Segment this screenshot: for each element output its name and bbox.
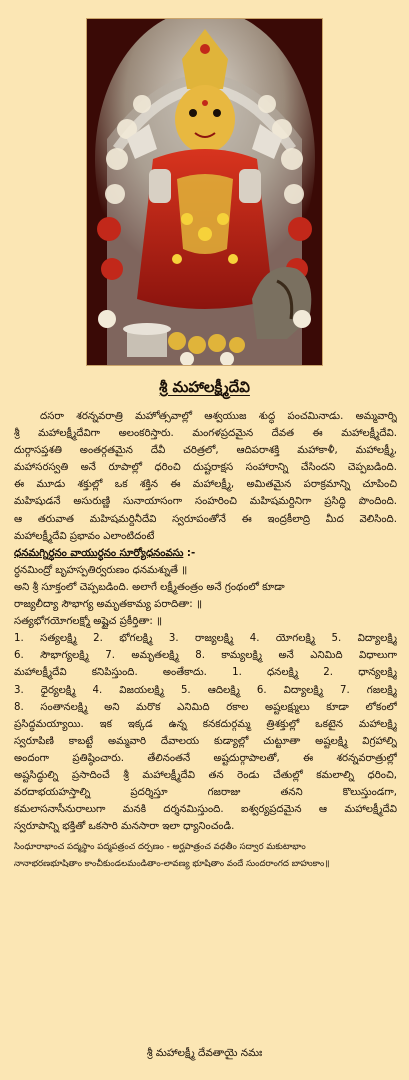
- paragraph-line: ఆ తరువాత మహిషమర్దినీదేవి స్వరూపంతోనే ఈ ఇంద్రకీలాద్రి మీద వెలిసింది.: [14, 513, 397, 525]
- list-line: కమలాసనాసీనురాలుగా మనకి దర్శనమిస్తుంది. ఐశ్వర్యప్రదమైన ఆ మహాలక్ష్మీదేవి: [14, 804, 397, 816]
- paragraph-line: శ్రీ మహాలక్ష్మీదేవిగా అలంకరిస్తారు. మంగళప్రదమైన దేవత ఈ మహాలక్ష్మీదేవి.: [14, 428, 397, 440]
- list-line: అందంగా ప్రతిష్ఠించారు. తేలినంతనే అష్టదుర్గాపాలతో, ఈ శరన్నవరాత్రుల్లో: [14, 752, 397, 764]
- list-line: 6. సౌభాగ్యలక్ష్మి 7. అమృతలక్ష్మి 8. కామ్యలక్ష్మి అనే ఎనిమిది విధాలుగా: [14, 650, 397, 662]
- verse-line: రాజ్యలీద్యా సౌభాగ్య అమృతకామ్య పరాదితా: ॥: [14, 599, 203, 611]
- sloka-line: నానాభరణభూషితాం కాంచీకుండలమండితాం-లావణ్య భూషితాం వందే సుందరాంగద బాహుకాం॥: [14, 859, 330, 870]
- verse-line: సత్యభోగయోగలక్ష్మో అష్టైచ ప్రకీర్తితా: ॥: [14, 616, 163, 628]
- verse-line: ర్ధనమింద్రో బృహస్పతిర్వరుణం ధనమశ్నుతే ॥: [14, 564, 188, 576]
- article-body: [14, 408, 397, 874]
- sloka-line: సింధూరాభాంచ పద్మస్థాం పద్మపత్రంచ దర్పణం - అర్ఘపాత్రంచ వధతీం సద్వార మకుటాభాం: [14, 842, 306, 853]
- list-line: 8. సంతానలక్ష్మి అని మరొక ఎనిమిది రకాల అష్టలక్ష్ములు కూడా లోకంలో: [14, 701, 397, 713]
- list-line: స్వరూపాన్ని భక్తితో ఒకసారి మనసారా ఇలా ధ్యానించండి.: [14, 821, 235, 833]
- list-line: మహాలక్ష్మీదేవి కనిపిస్తుంది. అంతేకాదు. 1. ధనలక్ష్మి 2. ధాన్యలక్ష్మి: [14, 667, 397, 679]
- paragraph-line: మహాలక్ష్మీదేవి ప్రభావం ఎలాంటిదంటే: [14, 530, 155, 542]
- goddess-mahalakshmi-icon: [87, 19, 322, 365]
- page-title: శ్రీ మహాలక్ష్మీదేవి: [159, 378, 250, 396]
- verse-heading: [14, 545, 397, 562]
- paragraph-line: దుర్గాసప్తశతి అంతర్గతమైన దేవీ చరిత్రలో, ఆదిపరాశక్తి మహాకాళీ, మహాలక్ష్మీ,: [14, 445, 397, 457]
- paragraph-line: దసరా శరన్నవరాత్రి మహోత్సవాల్లో ఆశ్వయుజ శుద్ధ పంచమినాడు. అమ్మవార్ని: [40, 411, 397, 422]
- list-line: 3. ధైర్యలక్ష్మి 4. విజయలక్ష్మి 5. ఆదిలక్ష్మి 6. విద్యాలక్ష్మి 7. గజలక్ష్మి: [14, 684, 397, 696]
- list-line: 1. సత్యలక్ష్మి 2. భోగలక్ష్మి 3. రాజ్యలక్ష్మి 4. యోగలక్ష్మి 5. విద్యాలక్ష్మి: [14, 633, 397, 645]
- list-line: స్వరూపిణి కాబట్టే అమ్మవారి దేవాలయ కుడ్యాల్లో చుట్టూతా అష్టలక్ష్మి విగ్రహాల్ని: [14, 735, 397, 747]
- list-line: అష్టసిద్ధుల్ని ప్రసాదించే శ్రీ మహాలక్ష్మీదేవి తన రెండు చేతుల్లో కమలాల్ని ధరించి,: [14, 769, 397, 781]
- paragraph-line: మహిషుడనే అసురుణ్ణి సునాయాసంగా సంహరించి మహిషమర్దినిగా ప్రసిద్ధి పొందింది.: [14, 496, 397, 508]
- list-line: ప్రసిద్ధమయ్యాయి. ఇక ఇక్కడ ఉన్న కనకదుర్గమ్మ త్రిశక్తుల్లో ఒకటైన మహాలక్ష్మి: [14, 718, 397, 730]
- list-line: వరదాభయహస్తాల్ని ప్రదర్శిస్తూ గజరాజు తనని కొలుస్తుండగా,: [14, 787, 397, 799]
- paragraph-line: ఈ మూడు శక్తుల్లో ఒక శక్తిన ఈ మహాలక్ష్మీ, అమితమైన పరాక్రమాన్ని చూపించి: [14, 479, 397, 491]
- paragraph-line: మహాసరస్వతి అనే రూపాల్లో ధరించి దుష్టరాక్షస సంహారాన్ని చేసిందని చెప్పబడింది.: [14, 462, 397, 474]
- verse-heading-text: ధనమగ్నిర్ధనం వాయుర్ధనం సూర్యోధనంవసు: [14, 547, 184, 559]
- verse-heading-suffix: :-: [183, 547, 196, 559]
- closing-salutation: శ్రీ మహాలక్ష్మీ దేవతాయై నమః: [146, 1047, 263, 1059]
- verse-line: అని శ్రీ సూక్తంలో చెప్పబడింది. అలాగే లక్ష్మీతంత్రం అనే గ్రంథంలో కూడా: [14, 581, 285, 593]
- deity-photo: [86, 18, 323, 366]
